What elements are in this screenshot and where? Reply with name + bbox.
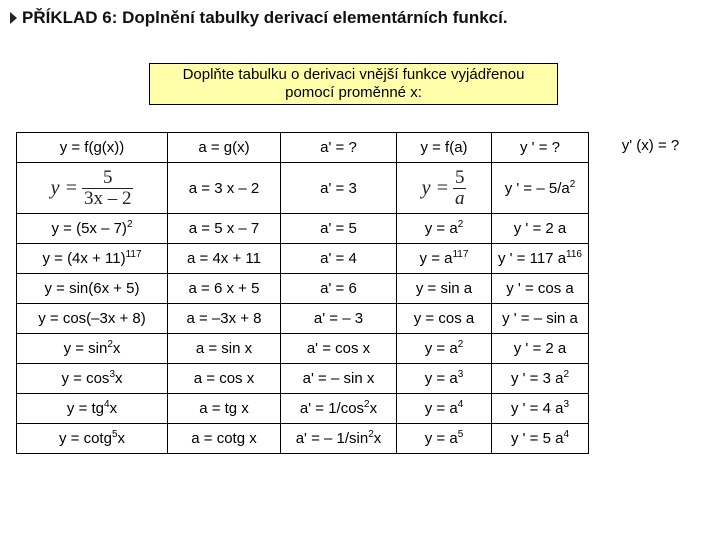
table-row	[17, 364, 589, 394]
table-cell: $y = a^2$	[397, 214, 492, 244]
table-cell: a' = – $1/\sin^2x$	[281, 424, 397, 454]
table-cell: y ' = 4 $a^3$	[492, 394, 589, 424]
table-cell: y ' = – sin a	[492, 304, 589, 334]
table-row	[17, 304, 589, 334]
instruction-box	[149, 63, 558, 105]
triangle-bullet-icon	[10, 12, 17, 24]
table-row	[17, 334, 589, 364]
table-cell: a' = 3	[281, 163, 397, 214]
table-cell: a = cotg x	[168, 424, 281, 454]
derivatives-table	[16, 132, 589, 454]
table-cell: a' = cos x	[281, 334, 397, 364]
fraction-lhs: y =	[50, 176, 78, 199]
table-cell: a' = – sin x	[281, 364, 397, 394]
table-cell: a = 4x + 11	[168, 244, 281, 274]
table-cell: y ' = cos a	[492, 274, 589, 304]
table-cell: y ' = 5 $a^4$	[492, 424, 589, 454]
table-header-row	[17, 133, 589, 163]
column-header-inner-derivative: a' = ?	[281, 133, 397, 163]
table-cell: y ' = 2 a	[492, 214, 589, 244]
table-cell: y ' = 3 $a^2$	[492, 364, 589, 394]
table-cell: $y = a^5$	[397, 424, 492, 454]
table-cell: y = cos a	[397, 304, 492, 334]
table-cell: $y = a^4$	[397, 394, 492, 424]
table-cell: a' = 6	[281, 274, 397, 304]
table-row	[17, 394, 589, 424]
table-cell: y ' = 2 a	[492, 334, 589, 364]
table-cell: $y = a^3$	[397, 364, 492, 394]
column-header-composite: y = f(g(x))	[17, 133, 168, 163]
table-cell: $a' = 1/\cos^2x$	[281, 394, 397, 424]
column-header-outer-derivative: y ' = ?	[492, 133, 589, 163]
table-cell: a = –3x + 8	[168, 304, 281, 334]
table-row	[17, 274, 589, 304]
column-header-y-prime-x: y' (x) = ?	[621, 137, 680, 154]
table-cell: y = (5x – 7)$^2$	[17, 214, 168, 244]
formula-cell	[397, 163, 492, 214]
table-cell: y = cos(–3x + 8)	[17, 304, 168, 334]
table-row	[17, 244, 589, 274]
fraction-lhs: y =	[421, 176, 449, 199]
table-cell: y ' = 117 $a^{116}$	[492, 244, 589, 274]
instruction-line-1: Doplňte tabulku o derivaci vnější funkce vyjádřenou	[182, 66, 525, 83]
table-cell: $y = tg^4x$	[17, 394, 168, 424]
table-cell: a = 3 x – 2	[168, 163, 281, 214]
table-row	[17, 424, 589, 454]
table-cell: y = sin a	[397, 274, 492, 304]
table-cell: a' = 5	[281, 214, 397, 244]
fraction-numerator: 5	[454, 166, 465, 188]
table-cell: a = tg x	[168, 394, 281, 424]
table-cell: $y = a^2$	[397, 334, 492, 364]
table-cell: a' = – 3	[281, 304, 397, 334]
table-cell: a' = 4	[281, 244, 397, 274]
table-row	[17, 214, 589, 244]
table-cell: a = cos x	[168, 364, 281, 394]
table-cell: y ' = – $5/a^2$	[492, 163, 589, 214]
fraction-numerator: 5	[102, 166, 113, 188]
table-row	[17, 163, 589, 214]
table-cell: $y = a^{117}$	[397, 244, 492, 274]
slide-title-text: PŘÍKLAD 6: Doplnění tabulky derivací elementárních funkcí.	[22, 8, 508, 27]
table-cell: $y = (4x + 11)^{117}$	[17, 244, 168, 274]
fraction-formula	[51, 168, 134, 209]
table-cell: a = 5 x – 7	[168, 214, 281, 244]
fraction-formula	[422, 168, 467, 209]
fraction-denominator: a	[454, 187, 465, 209]
table-cell: y = sin(6x + 5)	[17, 274, 168, 304]
table-cell: a = sin x	[168, 334, 281, 364]
column-header-inner: a = g(x)	[168, 133, 281, 163]
table-cell: a = 6 x + 5	[168, 274, 281, 304]
instruction-line-2: pomocí proměnné x:	[285, 84, 422, 101]
table-cell: y = cotg$^5$x	[17, 424, 168, 454]
table-cell: $y = \cos^3x$	[17, 364, 168, 394]
slide-title	[10, 8, 508, 28]
fraction-denominator: 3x – 2	[83, 187, 132, 209]
column-header-outer: y = f(a)	[397, 133, 492, 163]
formula-cell	[17, 163, 168, 214]
table-cell: $y = \sin^2x$	[17, 334, 168, 364]
